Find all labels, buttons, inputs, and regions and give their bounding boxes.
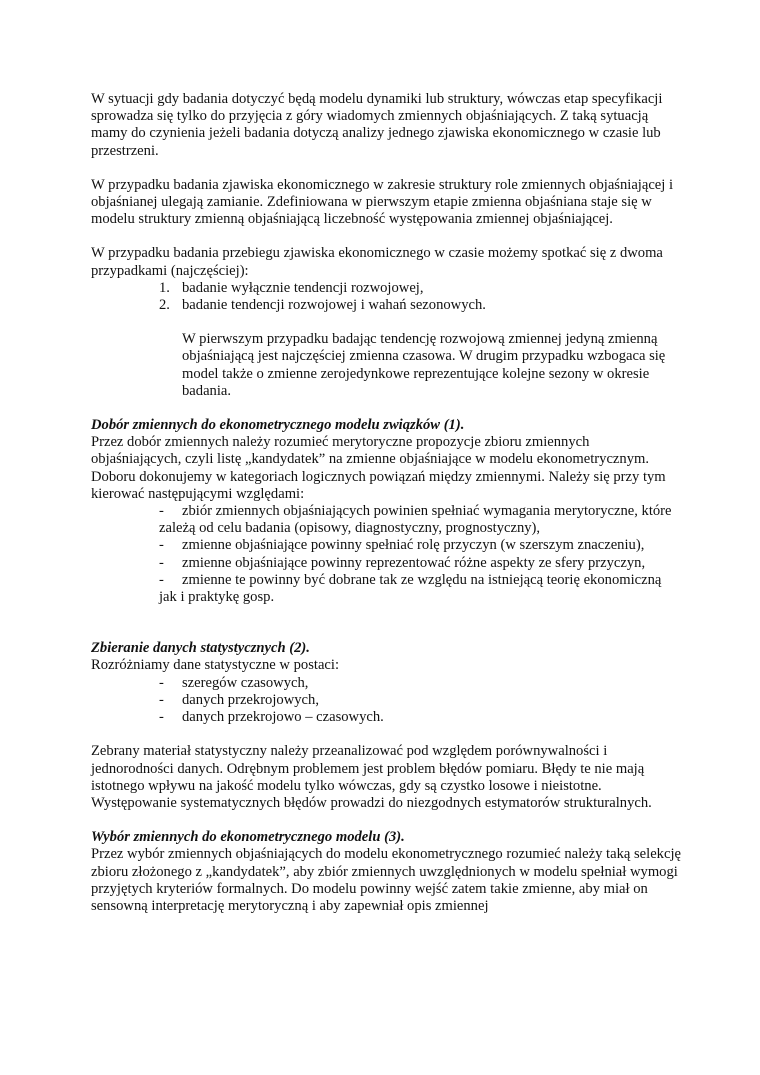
- document-body: [91, 91, 681, 915]
- list-item: [91, 280, 681, 297]
- list-item-text: zmienne objaśniające powinny spełniać rolę przyczyn (w szerszym znaczeniu),: [182, 537, 645, 554]
- paragraph-time-series: W przypadku badania przebiegu zjawiska ekonomicznego w czasie możemy spotkać się z dwoma przypadkami (najczęściej):: [91, 245, 663, 279]
- paragraph-data-analysis: Zebrany materiał statystyczny należy przeanalizować pod względem porównywalności i jednorodności danych. Odrębnym problemem jest problem błędów pomiaru. Błędy te nie mają istotnego wpływu na jakość modelu tylko wówczas, gdy są czystko losowe i nieistotne. Występowanie systematycznych błędów prowadzi do niezgodnych estymatorów strukturalnych.: [91, 743, 652, 811]
- paragraph-specification: W sytuacji gdy badania dotyczyć będą modelu dynamiki lub struktury, wówczas etap specyfikacji sprowadza się tylko do przyjęcia z góry wiadomych zmiennych objaśniających. Z taką sytuacją mamy do czynienia jeżeli badania dotyczą analizy jednego zjawiska ekonomicznego w czasie lub przestrzeni.: [91, 91, 663, 159]
- list-dash: -: [159, 537, 164, 554]
- list-item: [91, 692, 681, 709]
- section-heading-selection: Dobór zmiennych do ekonometrycznego modelu związków (1).: [91, 417, 465, 434]
- paragraph-data-intro: Rozróżniamy dane statystyczne w postaci:: [91, 657, 340, 674]
- list-item: [91, 675, 681, 692]
- list-dash: -: [159, 571, 164, 588]
- list-dash: -: [159, 554, 164, 571]
- list-dash: -: [159, 691, 164, 708]
- paragraph-selection: Przez dobór zmiennych należy rozumieć merytoryczne propozycje zbioru zmiennych objaśniających, czyli listę „kandydatek” na zmienne objaśniające w modelu ekonometrycznym. Doboru dokonujemy w kategoriach logicznych powiązań między zmiennymi. Należy się przy tym kierować następującymi względami:: [91, 434, 666, 502]
- paragraph-choice: Przez wybór zmiennych objaśniających do modelu ekonometrycznego rozumieć należy taką selekcję zbioru złożonego z „kandydatek”, aby zbiór zmiennych uwzględnionych w modelu spełniał wymogi przyjętych kryteriów formalnych. Do modelu powinny wejść zatem takie zmienne, aby miał on sensowną interpretację merytoryczną i aby zapewniał opis zmiennej: [91, 846, 681, 914]
- dash-list-criteria: [91, 503, 681, 606]
- list-item-text: badanie tendencji rozwojowej i wahań sezonowych.: [182, 297, 486, 314]
- list-item-text: badanie wyłącznie tendencji rozwojowej,: [182, 279, 424, 296]
- list-item: [91, 572, 681, 606]
- list-item-text: danych przekrojowych,: [182, 691, 319, 708]
- list-item: [91, 537, 681, 554]
- numbered-list: [91, 280, 681, 314]
- list-item: [91, 503, 681, 537]
- list-item: [91, 555, 681, 572]
- list-number: 2.: [159, 297, 170, 314]
- list-item: [91, 709, 681, 726]
- list-dash: -: [159, 674, 164, 691]
- list-item-text: zmienne te powinny być dobrane tak ze względu na istniejącą teorię ekonomiczną jak i praktykę gosp.: [159, 571, 662, 606]
- list-dash: -: [159, 503, 164, 520]
- paragraph-trend: W pierwszym przypadku badając tendencję rozwojową zmiennej jedyną zmienną objaśniającą jest najczęściej zmienna czasowa. W drugim przypadku wzbogaca się model także o zmienne zerojedynkowe reprezentujące kolejne sezony w okresie badania.: [182, 331, 666, 399]
- list-item-text: zmienne objaśniające powinny reprezentować różne aspekty ze sfery przyczyn,: [182, 554, 646, 571]
- list-dash: -: [159, 709, 164, 726]
- paragraph-structure: W przypadku badania zjawiska ekonomicznego w zakresie struktury role zmiennych objaśniającej i objaśnianej ulegają zamianie. Zdefiniowana w pierwszym etapie zmienna objaśniana staje się w modelu struktury zmienną objaśniającą liczebność występowania zmiennej objaśniającej.: [91, 176, 674, 228]
- section-heading-data: Zbieranie danych statystycznych (2).: [91, 640, 310, 657]
- list-item: [91, 297, 681, 314]
- list-item-text: danych przekrojowo – czasowych.: [182, 709, 384, 726]
- list-item-text: szeregów czasowych,: [182, 674, 309, 691]
- section-heading-choice: Wybór zmiennych do ekonometrycznego modelu (3).: [91, 829, 405, 846]
- list-item-text: zbiór zmiennych objaśniających powinien spełniać wymagania merytoryczne, które zależą od celu badania (opisowy, diagnostyczny, prognostyczny),: [159, 503, 672, 537]
- dash-list-data-types: [91, 675, 681, 727]
- list-number: 1.: [159, 279, 170, 296]
